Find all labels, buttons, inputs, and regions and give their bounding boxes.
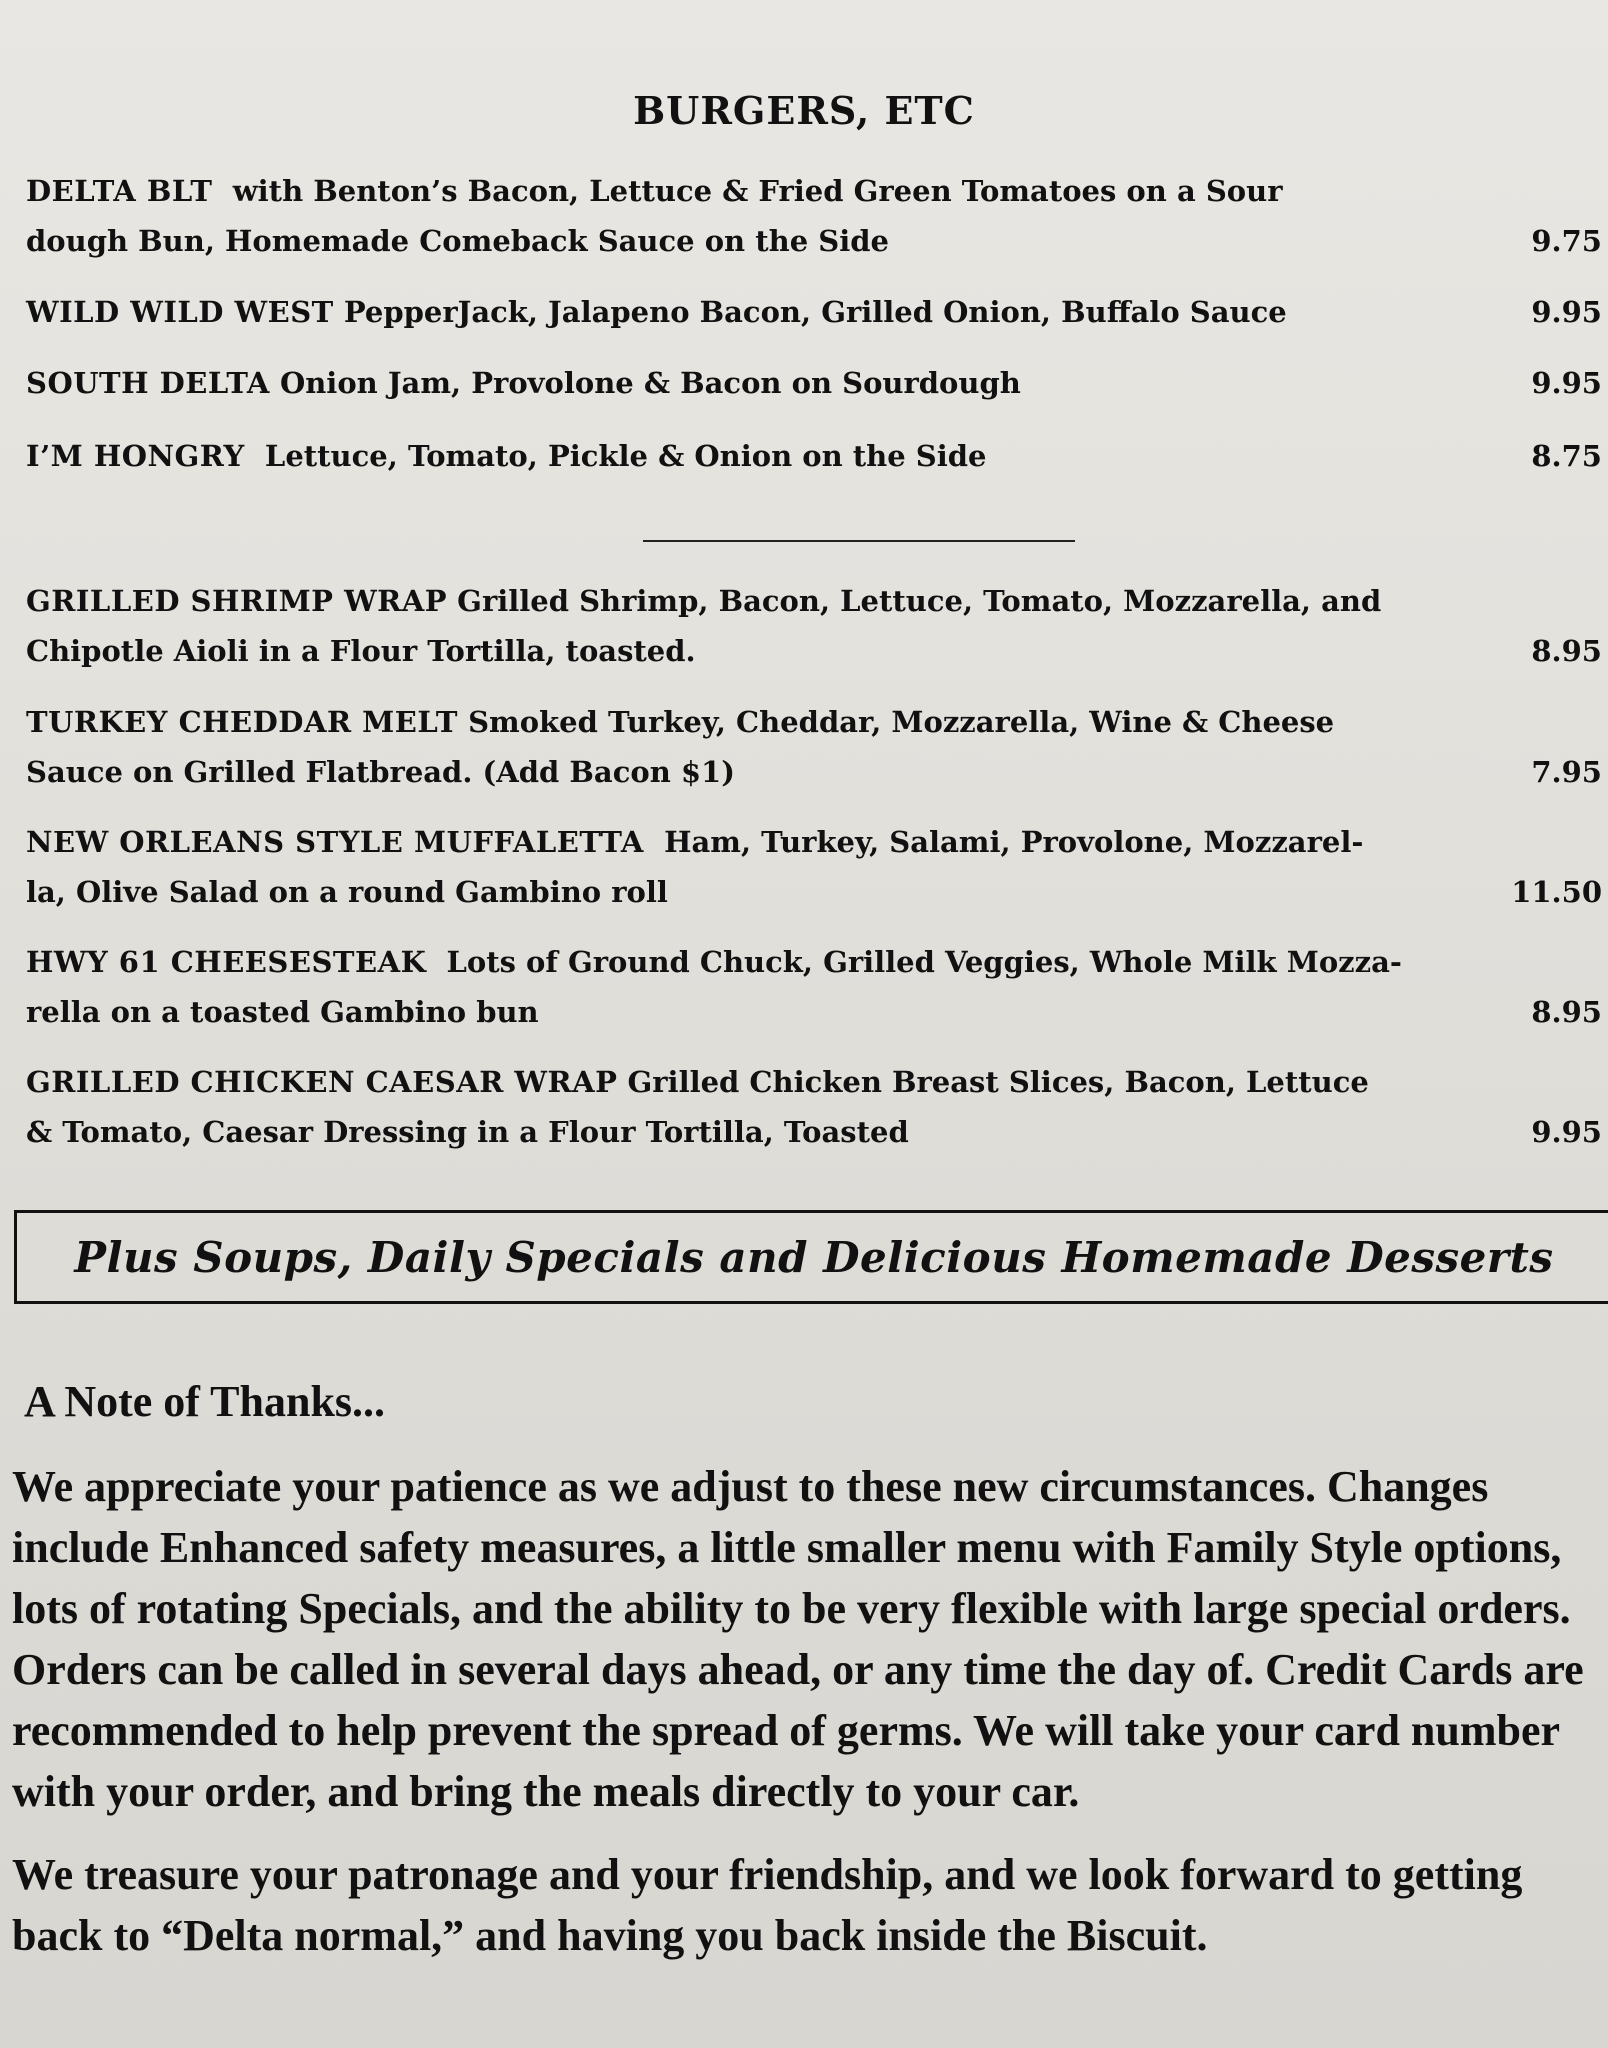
note-paragraph: We treasure your patronage and your friendship, and we look forward to getting back to “Delta normal,” and having you back inside the Biscuit. (12, 1850, 1523, 1960)
menu-item-chicken-caesar-wrap (26, 1057, 1604, 1157)
item-name: GRILLED SHRIMP WRAP (26, 584, 448, 618)
item-name: GRILLED CHICKEN CAESAR WRAP (26, 1065, 618, 1099)
item-description: with Benton’s Bacon, Lettuce & Fried Green Tomatoes on a Sour (232, 174, 1283, 208)
menu-item-south-delta (26, 358, 1604, 408)
menu-item-turkey-cheddar-melt (26, 697, 1604, 797)
item-description: PepperJack, Jalapeno Bacon, Grilled Onion, Buffalo Sauce (343, 295, 1287, 329)
item-description-cont: la, Olive Salad on a round Gambino roll (26, 875, 668, 909)
banner-text: Plus Soups, Daily Specials and Delicious Homemade Desserts (74, 1232, 1554, 1282)
item-description: Grilled Chicken Breast Slices, Bacon, Lettuce (627, 1065, 1369, 1099)
note-title: A Note of Thanks... (24, 1377, 386, 1426)
item-description-cont: rella on a toasted Gambino bun (26, 995, 539, 1029)
specials-banner (14, 1210, 1608, 1304)
item-name: SOUTH DELTA (26, 366, 270, 400)
item-description-cont: dough Bun, Homemade Comeback Sauce on the Side (26, 224, 889, 258)
menu-item-im-hongry (26, 431, 1604, 481)
menu-item-muffaletta (26, 817, 1604, 917)
item-description: Lots of Ground Chuck, Grilled Veggies, Whole Milk Mozza- (446, 945, 1402, 979)
item-name: WILD WILD WEST (26, 295, 334, 329)
section-title: BURGERS, ETC (633, 88, 975, 133)
item-name: TURKEY CHEDDAR MELT (26, 705, 458, 739)
item-name: DELTA BLT (26, 174, 213, 208)
item-price: 7.95 (1531, 755, 1602, 789)
note-paragraph: We appreciate your patience as we adjust to these new circumstances. Changes include Enhanced safety measures, a little smaller menu with Family Style options, lots of rotating Specials, and the ability to be very flexible with large special orders. Orders can be called in several days ahead, or any time the day of. Credit Cards are recommended to help prevent the spread of germs. We will take your card number with your order, and bring the meals directly to your car. (12, 1462, 1584, 1816)
item-description-cont: & Tomato, Caesar Dressing in a Flour Tortilla, Toasted (26, 1115, 909, 1149)
menu-item-delta-blt (26, 166, 1604, 266)
divider (643, 540, 1075, 542)
item-description: Ham, Turkey, Salami, Provolone, Mozzarel- (664, 825, 1364, 859)
item-price: 8.75 (1531, 439, 1602, 473)
menu-item-grilled-shrimp-wrap (26, 576, 1604, 676)
item-description: Lettuce, Tomato, Pickle & Onion on the Side (264, 439, 987, 473)
item-description: Onion Jam, Provolone & Bacon on Sourdough (279, 366, 1021, 400)
item-name: I’M HONGRY (26, 439, 245, 473)
item-price: 8.95 (1531, 995, 1602, 1029)
item-description-cont: Sauce on Grilled Flatbread. (Add Bacon $1) (26, 755, 735, 789)
item-price: 11.50 (1511, 875, 1602, 909)
item-price: 8.95 (1531, 634, 1602, 668)
menu-item-wild-wild-west (26, 287, 1604, 337)
item-description: Grilled Shrimp, Bacon, Lettuce, Tomato, Mozzarella, and (457, 584, 1382, 618)
item-description: Smoked Turkey, Cheddar, Mozzarella, Wine & Cheese (468, 705, 1335, 739)
menu-item-hwy61-cheesesteak (26, 937, 1604, 1037)
item-price: 9.95 (1531, 366, 1602, 400)
item-price: 9.75 (1531, 224, 1602, 258)
item-description-cont: Chipotle Aioli in a Flour Tortilla, toasted. (26, 634, 696, 668)
item-price: 9.95 (1531, 1115, 1602, 1149)
item-name: HWY 61 CHEESESTEAK (26, 945, 427, 979)
item-name: NEW ORLEANS STYLE MUFFALETTA (26, 825, 644, 859)
item-price: 9.95 (1531, 295, 1602, 329)
